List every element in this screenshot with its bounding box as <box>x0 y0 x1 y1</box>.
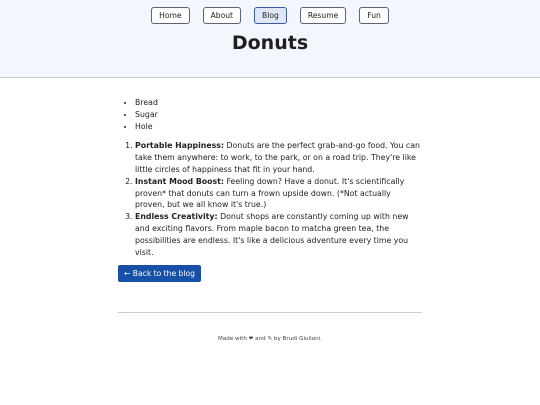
list-item: • Sugar <box>135 109 422 121</box>
list-item: • Hole <box>135 121 422 133</box>
list-item <box>135 176 422 211</box>
reason-text: Donut shops are constantly coming up with new and exciting flavors. From maple bacon to matcha green tea, the possibilities are endless. It's like a delicious adventure every time you visit. <box>135 212 409 257</box>
divider <box>118 312 422 313</box>
nav-about-button[interactable]: About <box>203 7 241 24</box>
footer-text: Made with ❤ and ✎ by Brudi Giuliani. <box>218 336 322 343</box>
reason-text: Donuts are the perfect grab-and-go food. You can take them anywhere: to work, to the park, or on a road trip. They're like little circles of happiness that fit in your hand. <box>135 141 420 174</box>
list-item <box>135 211 422 258</box>
back-to-blog-button[interactable]: ← Back to the blog <box>118 265 201 282</box>
nav-resume-button[interactable]: Resume <box>300 7 346 24</box>
nav-home-button[interactable]: Home <box>151 7 189 24</box>
reason-text: Feeling down? Have a donut. It's scientifically proven* that donuts can turn a frown upside down. (*Not actually proven, but we all know it's true.) <box>135 176 405 210</box>
reason-heading: Portable Happiness: <box>135 141 225 151</box>
reasons-list <box>118 140 422 258</box>
top-nav <box>0 0 540 24</box>
page-title: Donuts <box>231 32 309 55</box>
nav-blog-button[interactable]: Blog <box>254 7 287 24</box>
nav-fun-button[interactable]: Fun <box>359 7 389 24</box>
reason-heading: Instant Mood Boost: <box>135 176 224 186</box>
reason-heading: Endless Creativity: <box>135 212 218 222</box>
list-item: • Bread <box>135 97 422 109</box>
list-item <box>135 140 422 175</box>
page-header <box>0 0 540 78</box>
article-body <box>118 78 422 282</box>
ingredient-list <box>118 97 422 132</box>
